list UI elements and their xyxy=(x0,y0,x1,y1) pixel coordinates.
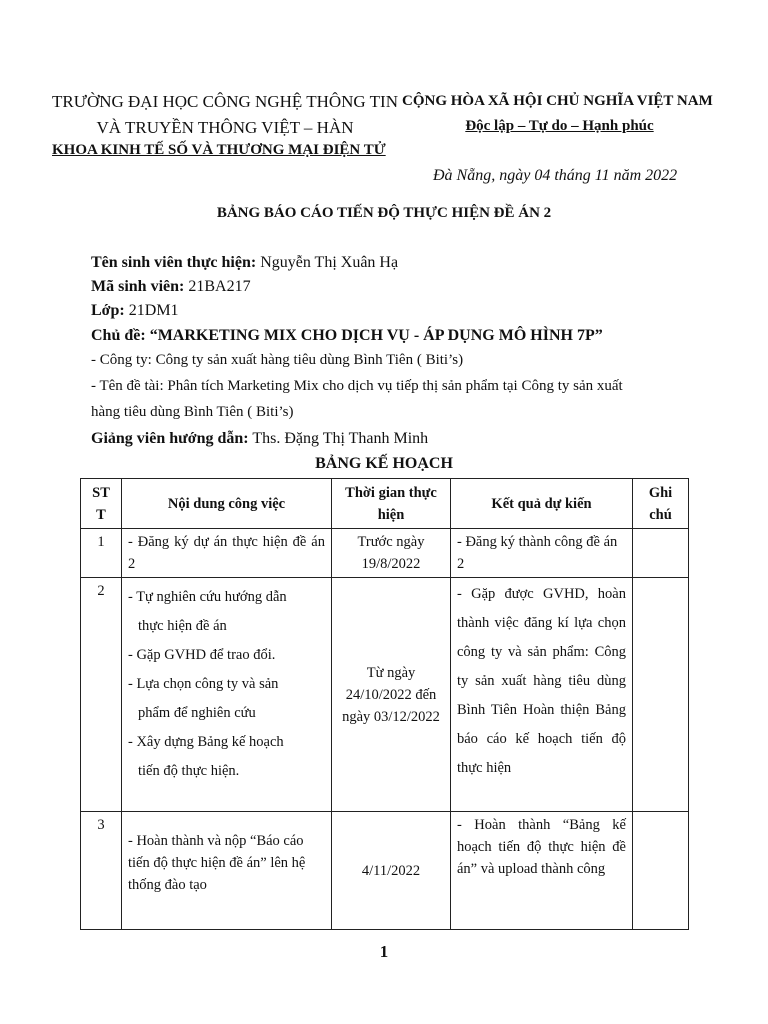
row2-note xyxy=(633,578,689,812)
row1-content: - Đăng ký dự án thực hiện đề án 2 xyxy=(122,529,332,578)
student-name-value: Nguyễn Thị Xuân Hạ xyxy=(256,254,399,271)
topic-line xyxy=(91,327,603,345)
row3-content: - Hoàn thành và nộp “Báo cáo tiến độ thực hiện đề án” lên hệ thống đào tạo xyxy=(122,812,332,930)
table-row xyxy=(81,578,689,812)
row2-item-3: - Gặp GVHD để trao đổi. xyxy=(128,647,276,663)
advisor-line xyxy=(91,430,428,448)
row1-time: Trước ngày 19/8/2022 xyxy=(332,529,451,578)
header-time: Thời gian thực hiện xyxy=(332,479,451,529)
row2-item-5: phẩm để nghiên cứu xyxy=(138,705,256,721)
header-result: Kết quả dự kiến xyxy=(451,479,633,529)
table-row xyxy=(81,812,689,930)
student-id-line xyxy=(91,278,251,296)
school-name-line2: VÀ TRUYỀN THÔNG VIỆT – HÀN xyxy=(96,118,354,137)
plan-title: BẢNG KẾ HOẠCH xyxy=(315,455,453,472)
row2-stt: 2 xyxy=(81,578,122,812)
document-title: BẢNG BÁO CÁO TIẾN ĐỘ THỰC HIỆN ĐỀ ÁN 2 xyxy=(216,205,552,221)
row1-result: - Đăng ký thành công đề án 2 xyxy=(451,529,633,578)
table-row xyxy=(81,529,689,578)
nation-motto: Độc lập – Tự do – Hạnh phúc xyxy=(465,118,654,134)
advisor-label: Giảng viên hướng dẫn: xyxy=(91,430,249,447)
row3-result: - Hoàn thành “Bảng kế hoạch tiến độ thực hiện đề án” và upload thành công xyxy=(451,812,633,930)
project-line1: - Tên đề tài: Phân tích Marketing Mix cho dịch vụ tiếp thị sản phẩm tại Công ty sản xuất xyxy=(91,378,623,394)
nation-title: CỘNG HÒA XÃ HỘI CHỦ NGHĨA VIỆT NAM xyxy=(402,93,713,109)
row3-stt: 3 xyxy=(81,812,122,930)
class-label: Lớp: xyxy=(91,302,125,319)
row2-time: Từ ngày 24/10/2022 đến ngày 03/12/2022 xyxy=(332,578,451,812)
header-stt xyxy=(81,479,122,529)
row1-note xyxy=(633,529,689,578)
student-name-label: Tên sinh viên thực hiện: xyxy=(91,254,257,271)
document-date: Đà Nẵng, ngày 04 tháng 11 năm 2022 xyxy=(433,167,678,184)
class-value: 21DM1 xyxy=(124,302,179,319)
project-line2: hàng tiêu dùng Bình Tiên ( Biti’s) xyxy=(91,404,294,420)
header-note: Ghi chú xyxy=(633,479,689,529)
header-stt-1: ST xyxy=(92,484,110,501)
table-header-row xyxy=(81,479,689,529)
plan-table xyxy=(80,478,689,930)
row1-stt: 1 xyxy=(81,529,122,578)
company-line: - Công ty: Công ty sản xuất hàng tiêu dùng Bình Tiên ( Biti’s) xyxy=(91,352,464,368)
student-id-label: Mã sinh viên: xyxy=(91,278,185,295)
header-content: Nội dung công việc xyxy=(122,479,332,529)
row2-item-6: - Xây dựng Bảng kế hoạch xyxy=(128,734,284,750)
student-id-value: 21BA217 xyxy=(184,278,251,295)
topic-label: Chủ đề: xyxy=(91,327,146,344)
row2-item-2: thực hiện đề án xyxy=(138,618,227,634)
student-name-line xyxy=(91,254,398,272)
class-line xyxy=(91,302,179,320)
advisor-value: Ths. Đặng Thị Thanh Minh xyxy=(248,430,429,447)
row2-content xyxy=(122,578,332,812)
row2-item-1: - Tự nghiên cứu hướng dẫn xyxy=(128,589,287,605)
row2-item-4: - Lựa chọn công ty và sản xyxy=(128,676,279,692)
school-name-line1: TRƯỜNG ĐẠI HỌC CÔNG NGHỆ THÔNG TIN xyxy=(52,92,398,111)
faculty-name: KHOA KINH TẾ SỐ VÀ THƯƠNG MẠI ĐIỆN TỬ xyxy=(52,142,386,158)
topic-value: “MARKETING MIX CHO DỊCH VỤ - ÁP DỤNG MÔ HÌNH 7P” xyxy=(145,327,603,344)
row2-item-7: tiến độ thực hiện. xyxy=(138,763,240,779)
header-stt-2: T xyxy=(96,506,106,523)
row2-result: - Gặp được GVHD, hoàn thành việc đăng kí lựa chọn công ty và sản phẩm: Công ty sản xuất hàng tiêu dùng Bình Tiên Hoàn thiện Bảng báo cáo kế hoạch tiến độ thực hiện xyxy=(451,578,633,812)
row3-note xyxy=(633,812,689,930)
page-number: 1 xyxy=(379,942,389,961)
row3-time: 4/11/2022 xyxy=(332,812,451,930)
